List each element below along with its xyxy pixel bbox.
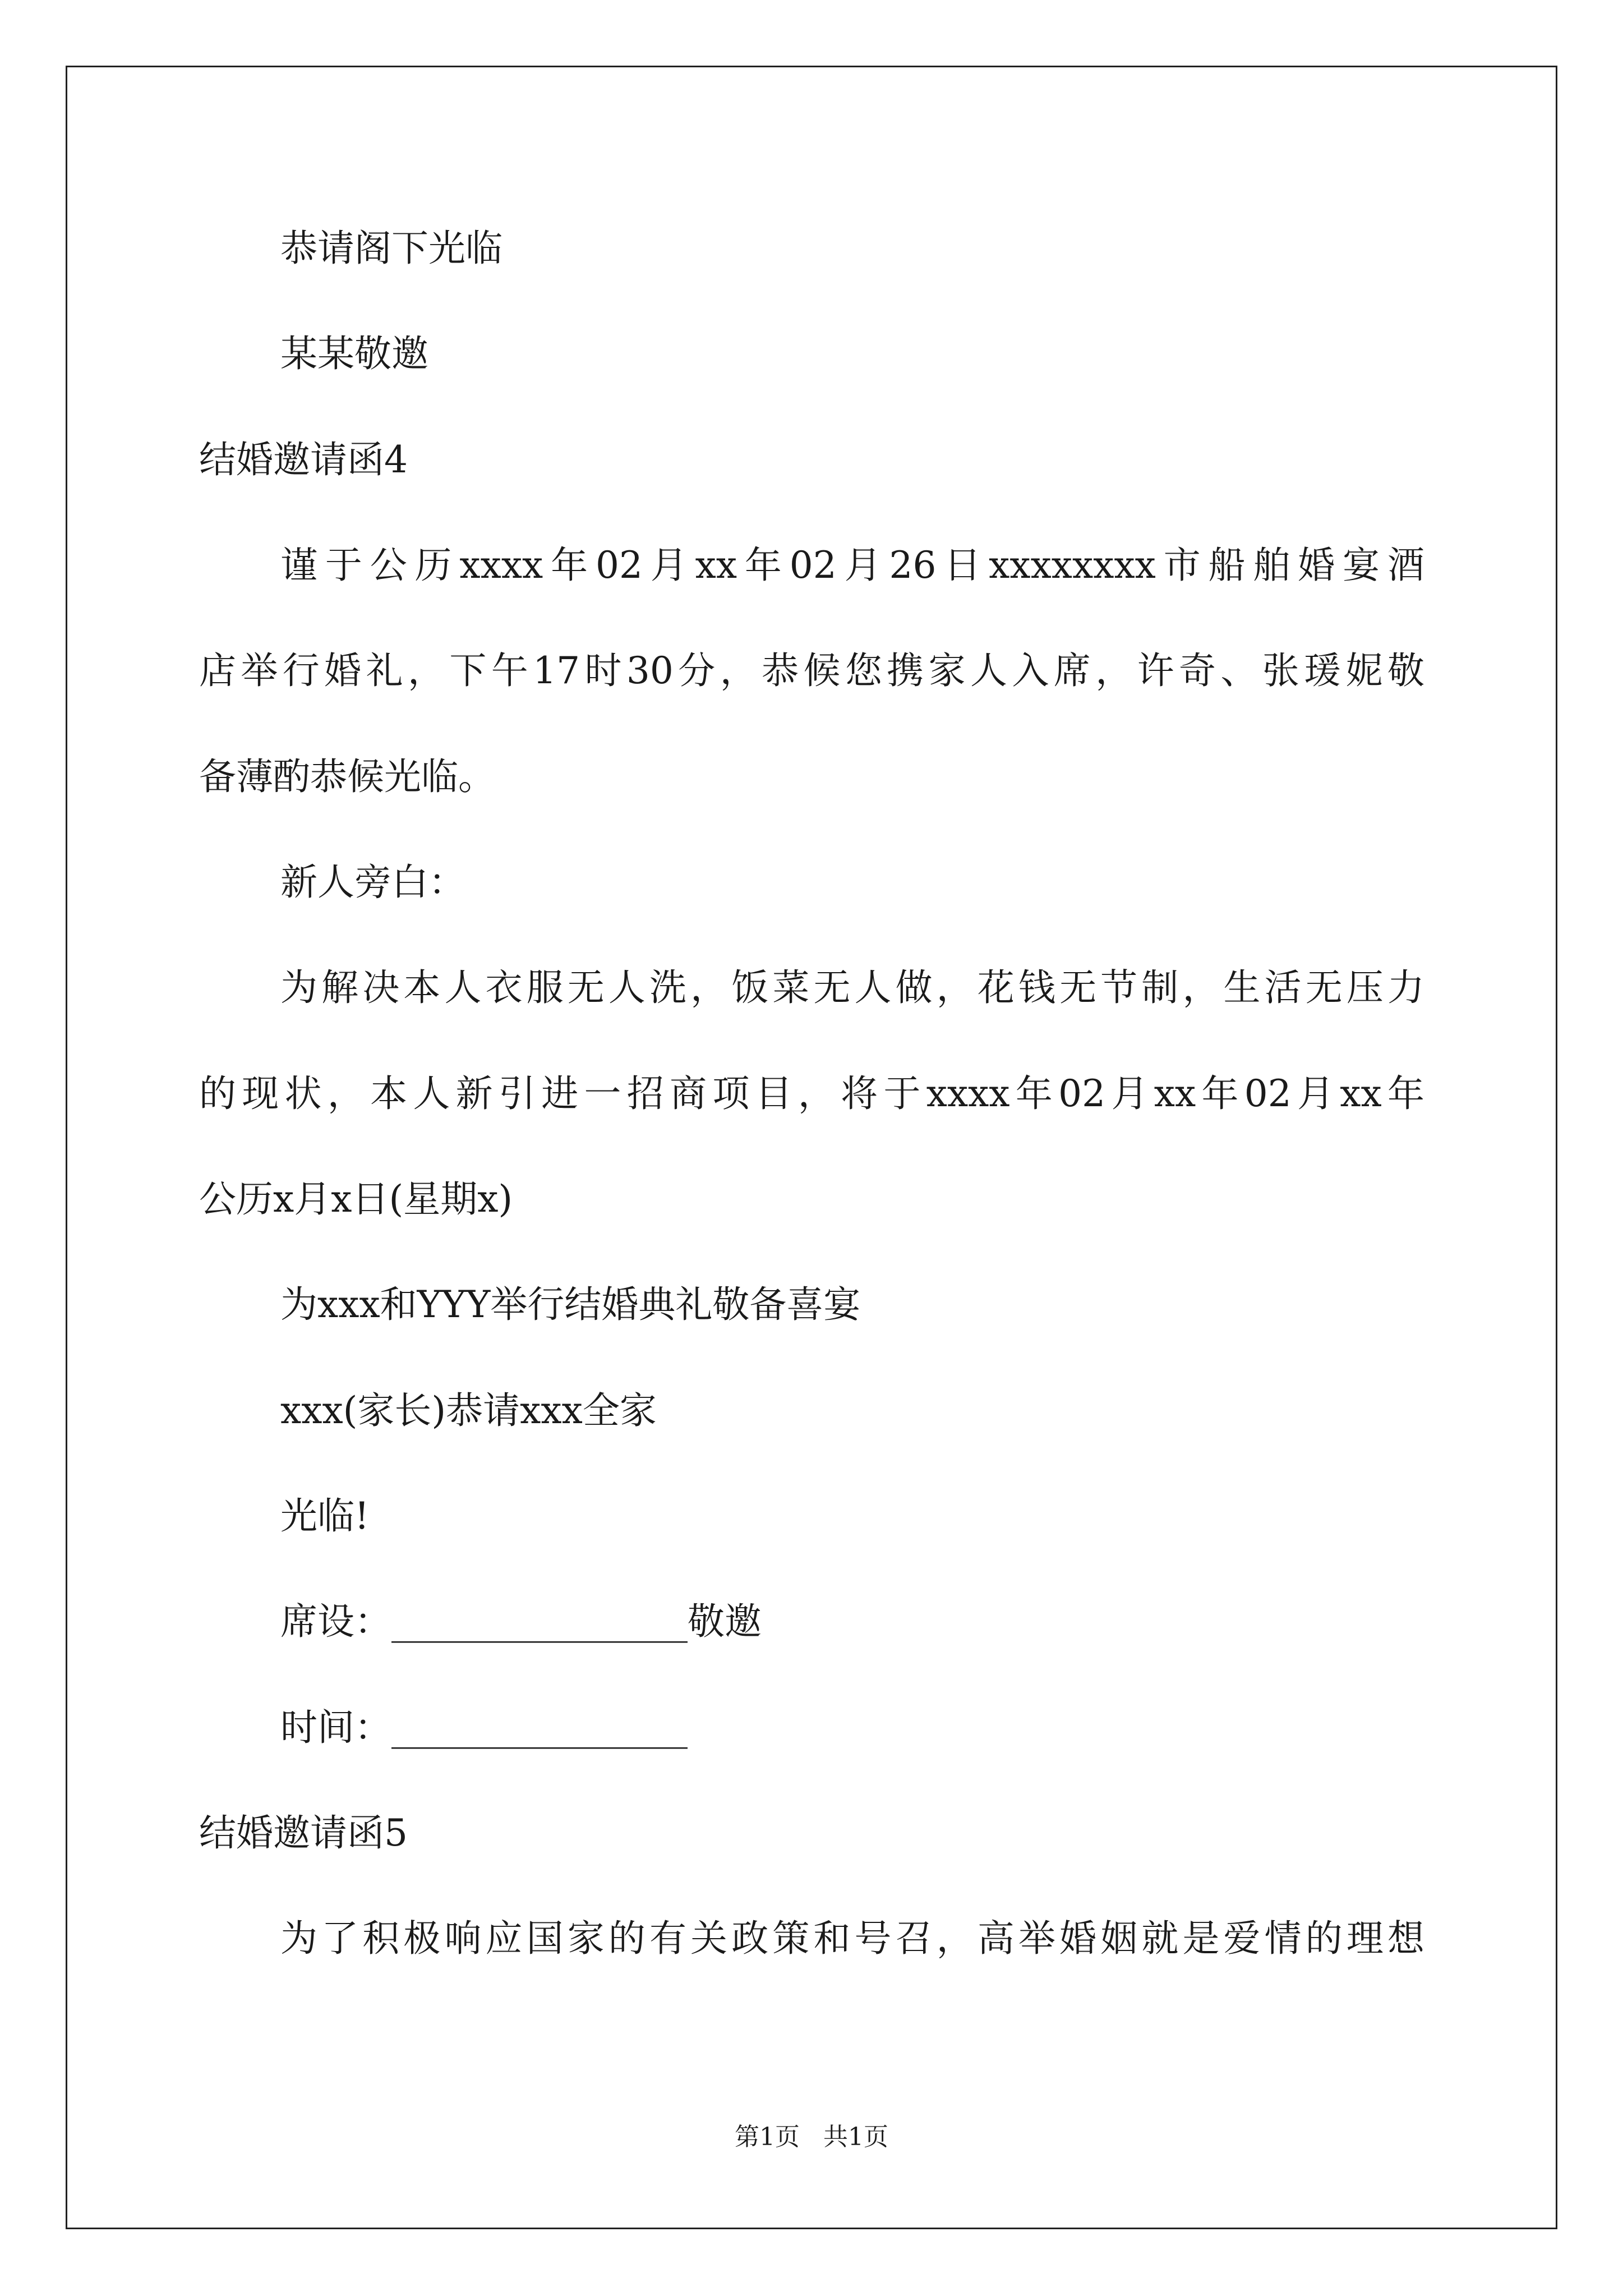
footer-page-number: 第1页 [735, 2123, 800, 2151]
paragraph-ceremony-line-2: 店举行婚礼，下午17时30分，恭候您携家人入席，许奇、张瑗妮敬 [199, 649, 1424, 692]
paragraph-aside-line-3: 公历x月x日(星期x) [199, 1177, 513, 1221]
footer-total-pages: 共1页 [823, 2123, 888, 2151]
paragraph-time-blank: 时间：________________ [280, 1706, 688, 1749]
paragraph-parents-invite: xxx(家长)恭请xxx全家 [280, 1389, 657, 1432]
paragraph-aside-label: 新人旁白： [280, 861, 465, 904]
section-heading-4: 结婚邀请函4 [199, 438, 408, 481]
paragraph-respectfully-invite: 恭请阁下光临 [280, 227, 502, 270]
paragraph-venue-blank: 席设：________________敬邀 [280, 1600, 762, 1643]
paragraph-policy-line-1: 为了积极响应国家的有关政策和号召，高举婚姻就是爱情的理想 [280, 1917, 1424, 1960]
paragraph-wedding-banquet: 为xxx和YYY举行结婚典礼敬备喜宴 [280, 1283, 861, 1326]
page-footer [0, 2125, 1623, 2150]
page-border [66, 66, 1557, 2229]
paragraph-please-attend: 光临! [280, 1494, 370, 1538]
paragraph-ceremony-line-3: 备薄酌恭候光临。 [199, 755, 495, 798]
paragraph-ceremony-line-1: 谨于公历xxxx年02月xx年02月26日xxxxxxxx市船舶婚宴酒 [280, 544, 1424, 587]
paragraph-aside-line-1: 为解决本人衣服无人洗，饭菜无人做，花钱无节制，生活无压力 [280, 966, 1424, 1009]
section-heading-5: 结婚邀请函5 [199, 1811, 408, 1855]
paragraph-aside-line-2: 的现状，本人新引进一招商项目，将于xxxx年02月xx年02月xx年 [199, 1072, 1424, 1115]
paragraph-signature: 某某敬邀 [280, 332, 428, 375]
